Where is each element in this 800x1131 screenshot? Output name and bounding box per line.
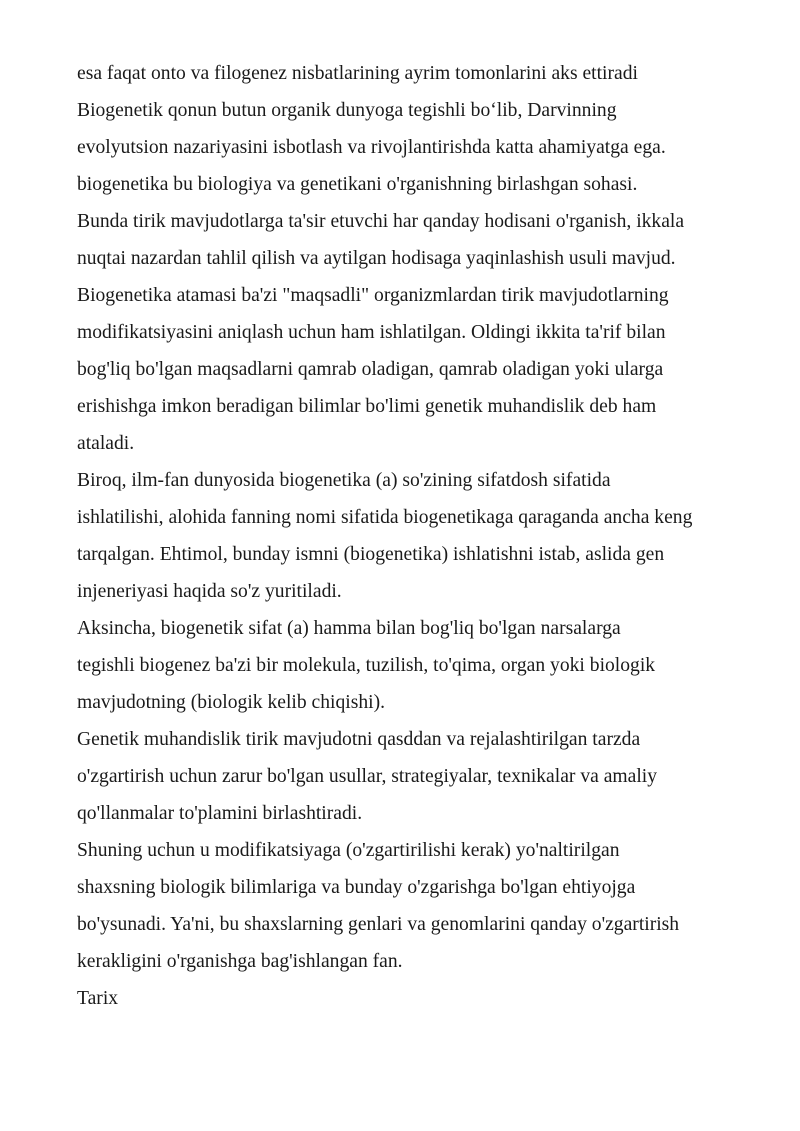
text-line: evolyutsion nazariyasini isbotlash va rivojlantirishda katta ahamiyatga ega. [77, 137, 666, 158]
text-line: biogenetika bu biologiya va genetikani o'rganishning birlashgan sohasi. [77, 174, 638, 195]
text-line: Biroq, ilm-fan dunyosida biogenetika (a) so'zining sifatdosh sifatida [77, 470, 611, 491]
text-line: qo'llanmalar to'plamini birlashtiradi. [77, 803, 363, 824]
text-line: injeneriyasi haqida so'z yuritiladi. [77, 581, 342, 602]
text-line: kerakligini o'rganishga bag'ishlangan fan. [77, 951, 403, 972]
text-line: tegishli biogenez ba'zi bir molekula, tuzilish, to'qima, organ yoki biologik [77, 655, 656, 676]
text-line: erishishga imkon beradigan bilimlar bo'limi genetik muhandislik deb ham [77, 396, 657, 417]
text-line: nuqtai nazardan tahlil qilish va aytilgan hodisaga yaqinlashish usuli mavjud. [77, 248, 676, 269]
text-line: bog'liq bo'lgan maqsadlarni qamrab oladigan, qamrab oladigan yoki ularga [77, 359, 664, 380]
text-line: bo'ysunadi. Ya'ni, bu shaxslarning genlari va genomlarini qanday o'zgartirish [77, 914, 680, 935]
text-line: shaxsning biologik bilimlariga va bunday o'zgarishga bo'lgan ehtiyojga [77, 877, 636, 898]
document-body [77, 55, 767, 1017]
text-line: Biogenetik qonun butun organik dunyoga tegishli bo‘lib, Darvinning [77, 100, 617, 121]
text-line: Aksincha, biogenetik sifat (a) hamma bilan bog'liq bo'lgan narsalarga [77, 618, 621, 639]
text-line: modifikatsiyasini aniqlash uchun ham ishlatilgan. Oldingi ikkita ta'rif bilan [77, 322, 666, 343]
text-line: Genetik muhandislik tirik mavjudotni qasddan va rejalashtirilgan tarzda [77, 729, 641, 750]
text-line: ishlatilishi, alohida fanning nomi sifatida biogenetikaga qaraganda ancha keng [77, 507, 693, 528]
text-line: esa faqat onto va filogenez nisbatlarining ayrim tomonlarini aks ettiradi [77, 63, 638, 84]
text-line: tarqalgan. Ehtimol, bunday ismni (biogenetika) ishlatishni istab, aslida gen [77, 544, 665, 565]
text-line: ataladi. [77, 433, 135, 454]
text-line: o'zgartirish uchun zarur bo'lgan usullar, strategiyalar, texnikalar va amaliy [77, 766, 658, 787]
text-line: Bunda tirik mavjudotlarga ta'sir etuvchi har qanday hodisani o'rganish, ikkala [77, 211, 685, 232]
text-line: mavjudotning (biologik kelib chiqishi). [77, 692, 386, 713]
text-line: Shuning uchun u modifikatsiyaga (o'zgartirilishi kerak) yo'naltirilgan [77, 840, 620, 861]
section-heading: Tarix [77, 988, 119, 1009]
text-line: Biogenetika atamasi ba'zi "maqsadli" organizmlardan tirik mavjudotlarning [77, 285, 669, 306]
